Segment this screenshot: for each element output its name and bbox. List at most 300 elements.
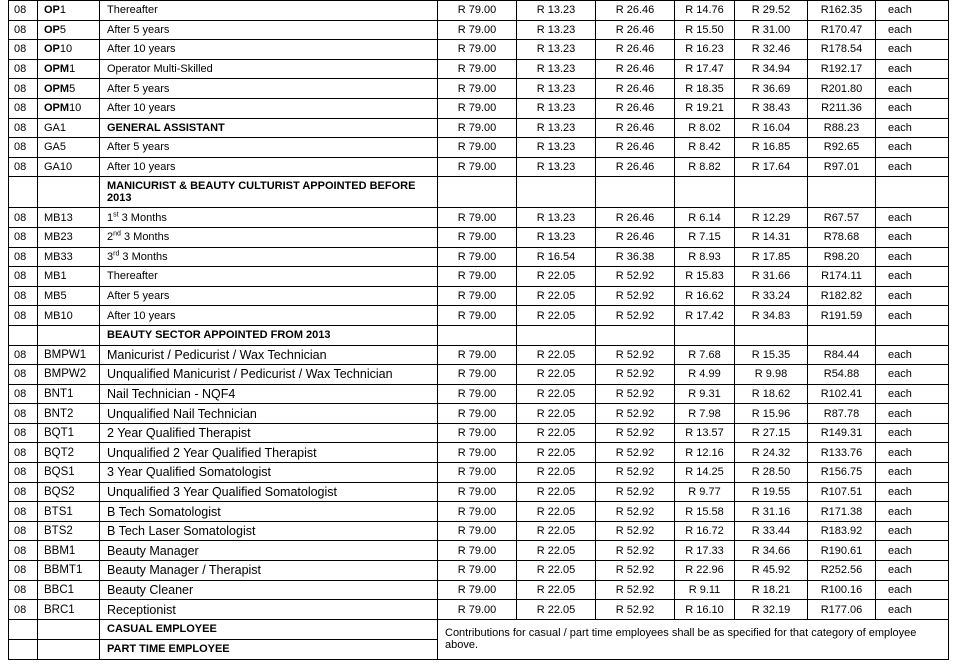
unit-label: each — [876, 345, 949, 365]
row-group-number: 08 — [9, 1, 38, 21]
row-code-suffix: 5 — [59, 23, 67, 36]
row-description — [100, 345, 438, 365]
value-col-6: R201.80 — [808, 79, 876, 99]
value-col-1: R 79.00 — [438, 59, 517, 79]
value-col-4: R 14.25 — [675, 463, 735, 483]
value-col-6: R133.76 — [808, 443, 876, 463]
ordinal-suffix: st — [113, 210, 119, 218]
row-code-suffix: 5 — [69, 82, 76, 95]
value-col-4: R 16.72 — [675, 521, 735, 541]
description-text: After 10 years — [107, 309, 176, 322]
unit-label: each — [876, 600, 949, 620]
unit-label: each — [876, 521, 949, 541]
row-code-suffix: MB5 — [44, 290, 67, 303]
value-col-4: R 15.58 — [675, 502, 735, 522]
value-col-5: R 34.83 — [735, 306, 808, 326]
row-code — [38, 40, 100, 60]
value-col-5: R 34.66 — [735, 541, 808, 561]
description-text: After 5 years — [107, 23, 170, 36]
row-description — [100, 384, 438, 404]
description-text: After 5 years — [107, 290, 170, 303]
row-description — [100, 286, 438, 306]
value-col-6: R177.06 — [808, 600, 876, 620]
value-col-6: R191.59 — [808, 306, 876, 326]
row-group-number: 08 — [9, 59, 38, 79]
description-text: 3 Months — [120, 231, 170, 244]
cell-empty — [438, 325, 517, 345]
unit-label: each — [876, 227, 949, 247]
value-col-4: R 9.11 — [675, 580, 735, 600]
description-text: After 5 years — [107, 82, 170, 95]
value-col-1: R 79.00 — [438, 521, 517, 541]
row-code-suffix: BBMT1 — [44, 564, 83, 577]
ordinal-number: 3 — [107, 250, 114, 263]
row-code-prefix: OP — [44, 4, 60, 17]
unit-label: each — [876, 463, 949, 483]
value-col-1: R 79.00 — [438, 286, 517, 306]
value-col-2: R 13.23 — [517, 208, 596, 228]
ordinal-suffix: nd — [113, 230, 121, 238]
row-description — [100, 463, 438, 483]
value-col-1: R 79.00 — [438, 98, 517, 118]
row-group-number: 08 — [9, 384, 38, 404]
value-col-2: R 22.05 — [517, 345, 596, 365]
unit-label: each — [876, 482, 949, 502]
row-description — [100, 247, 438, 267]
cell-empty — [876, 325, 949, 345]
row-code-suffix: MB10 — [44, 309, 73, 322]
description-text: After 10 years — [107, 43, 176, 56]
value-col-6: R54.88 — [808, 365, 876, 385]
value-col-2: R 22.05 — [517, 600, 596, 620]
value-col-6: R87.78 — [808, 404, 876, 424]
description-text: Receptionist — [107, 602, 176, 617]
value-col-2: R 22.05 — [517, 365, 596, 385]
row-code-suffix: GA5 — [44, 141, 67, 154]
cell-empty — [808, 325, 876, 345]
value-col-4: R 7.68 — [675, 345, 735, 365]
section-header-title: BEAUTY SECTOR APPOINTED FROM 2013 — [100, 325, 438, 345]
unit-label: each — [876, 541, 949, 561]
row-code-suffix: 10 — [59, 43, 73, 56]
value-col-5: R 33.24 — [735, 286, 808, 306]
table-row — [9, 247, 949, 267]
value-col-2: R 22.05 — [517, 561, 596, 581]
value-col-6: R78.68 — [808, 227, 876, 247]
description-text: Unqualified Manicurist / Pedicurist / Wax Technician — [107, 367, 393, 382]
value-col-1: R 79.00 — [438, 482, 517, 502]
part-time-employee-label: PART TIME EMPLOYEE — [100, 639, 438, 659]
value-col-1: R 79.00 — [438, 541, 517, 561]
description-text: 3 Months — [118, 211, 167, 224]
value-col-5: R 9.98 — [735, 365, 808, 385]
row-code — [38, 286, 100, 306]
value-col-5: R 27.15 — [735, 423, 808, 443]
row-code — [38, 463, 100, 483]
value-col-5: R 16.85 — [735, 138, 808, 158]
description-text: Operator Multi-Skilled — [107, 63, 213, 76]
value-col-6: R190.61 — [808, 541, 876, 561]
row-code-suffix: BMPW1 — [44, 348, 87, 361]
row-description — [100, 443, 438, 463]
value-col-1: R 79.00 — [438, 208, 517, 228]
row-description — [100, 521, 438, 541]
row-description — [100, 40, 438, 60]
description-text: Beauty Manager / Therapist — [107, 563, 262, 578]
row-code-suffix: MB13 — [44, 211, 73, 224]
cell-empty — [675, 177, 735, 208]
row-group-number: 08 — [9, 423, 38, 443]
value-col-4: R 14.76 — [675, 1, 735, 21]
table-row — [9, 40, 949, 60]
value-col-3: R 52.92 — [596, 463, 675, 483]
value-col-2: R 22.05 — [517, 423, 596, 443]
value-col-4: R 17.33 — [675, 541, 735, 561]
unit-label: each — [876, 306, 949, 326]
value-col-2: R 22.05 — [517, 521, 596, 541]
value-col-4: R 6.14 — [675, 208, 735, 228]
value-col-6: R170.47 — [808, 20, 876, 40]
row-code-suffix: GA10 — [44, 161, 73, 174]
value-col-3: R 52.92 — [596, 502, 675, 522]
cell-empty — [596, 177, 675, 208]
row-code — [38, 345, 100, 365]
wage-table — [8, 0, 949, 660]
row-code — [38, 98, 100, 118]
section-header-title: MANICURIST & BEAUTY CULTURIST APPOINTED BEFORE 2013 — [100, 177, 438, 208]
table-row — [9, 423, 949, 443]
row-group-number: 08 — [9, 580, 38, 600]
value-col-4: R 8.42 — [675, 138, 735, 158]
value-col-3: R 52.92 — [596, 345, 675, 365]
description-text: Unqualified 2 Year Qualified Therapist — [107, 445, 317, 460]
unit-label: each — [876, 286, 949, 306]
value-col-1: R 79.00 — [438, 1, 517, 21]
value-col-2: R 13.23 — [517, 157, 596, 177]
row-code-suffix: MB33 — [44, 250, 73, 263]
unit-label: each — [876, 208, 949, 228]
row-code-suffix: BQT2 — [44, 446, 75, 459]
value-col-1: R 79.00 — [438, 157, 517, 177]
value-col-5: R 16.04 — [735, 118, 808, 138]
row-code — [38, 208, 100, 228]
table-row — [9, 365, 949, 385]
description-text: Thereafter — [107, 270, 158, 283]
description-text: B Tech Laser Somatologist — [107, 524, 256, 539]
unit-label: each — [876, 20, 949, 40]
value-col-1: R 79.00 — [438, 580, 517, 600]
value-col-1: R 79.00 — [438, 443, 517, 463]
value-col-3: R 52.92 — [596, 541, 675, 561]
row-group-number: 08 — [9, 521, 38, 541]
value-col-4: R 16.62 — [675, 286, 735, 306]
row-description — [100, 20, 438, 40]
row-group-number: 08 — [9, 227, 38, 247]
value-col-1: R 79.00 — [438, 20, 517, 40]
cell-empty — [735, 325, 808, 345]
row-code — [38, 482, 100, 502]
row-code-prefix: OPM — [44, 102, 70, 115]
value-col-3: R 52.92 — [596, 580, 675, 600]
table-row — [9, 79, 949, 99]
row-group-number: 08 — [9, 157, 38, 177]
row-code-suffix: 10 — [69, 102, 82, 115]
row-group-number: 08 — [9, 600, 38, 620]
value-col-3: R 26.46 — [596, 118, 675, 138]
value-col-1: R 79.00 — [438, 365, 517, 385]
cell-empty — [438, 177, 517, 208]
unit-label: each — [876, 79, 949, 99]
value-col-5: R 12.29 — [735, 208, 808, 228]
contribution-note: Contributions for casual / part time employees shall be as specified for that category of employee above. — [438, 619, 949, 659]
value-col-1: R 79.00 — [438, 423, 517, 443]
casual-employee-row — [9, 619, 949, 639]
row-description — [100, 138, 438, 158]
unit-label: each — [876, 59, 949, 79]
value-col-2: R 22.05 — [517, 286, 596, 306]
table-row — [9, 482, 949, 502]
unit-label: each — [876, 157, 949, 177]
row-group-number: 08 — [9, 118, 38, 138]
unit-label: each — [876, 40, 949, 60]
table-row — [9, 118, 949, 138]
description-text: After 10 years — [107, 102, 176, 115]
cell-empty — [9, 639, 38, 659]
row-code — [38, 118, 100, 138]
value-col-4: R 16.23 — [675, 40, 735, 60]
value-col-1: R 79.00 — [438, 247, 517, 267]
value-col-3: R 52.92 — [596, 521, 675, 541]
value-col-6: R192.17 — [808, 59, 876, 79]
unit-label: each — [876, 423, 949, 443]
value-col-3: R 26.46 — [596, 20, 675, 40]
unit-label: each — [876, 502, 949, 522]
cell-empty — [9, 619, 38, 639]
row-group-number: 08 — [9, 247, 38, 267]
description-text: Manicurist / Pedicurist / Wax Technician — [107, 347, 327, 362]
row-code — [38, 600, 100, 620]
row-code — [38, 267, 100, 287]
table-row — [9, 267, 949, 287]
row-code-suffix: BRC1 — [44, 603, 75, 616]
value-col-3: R 52.92 — [596, 306, 675, 326]
description-text: Unqualified 3 Year Qualified Somatologist — [107, 484, 338, 499]
value-col-3: R 52.92 — [596, 365, 675, 385]
value-col-4: R 9.31 — [675, 384, 735, 404]
row-group-number: 08 — [9, 443, 38, 463]
value-col-2: R 22.05 — [517, 306, 596, 326]
value-col-1: R 79.00 — [438, 138, 517, 158]
value-col-5: R 38.43 — [735, 98, 808, 118]
table-row — [9, 600, 949, 620]
table-row — [9, 208, 949, 228]
table-row — [9, 463, 949, 483]
value-col-4: R 19.21 — [675, 98, 735, 118]
value-col-3: R 26.46 — [596, 59, 675, 79]
cell-empty — [808, 177, 876, 208]
unit-label: each — [876, 365, 949, 385]
value-col-5: R 24.32 — [735, 443, 808, 463]
value-col-6: R252.56 — [808, 561, 876, 581]
value-col-5: R 18.62 — [735, 384, 808, 404]
value-col-3: R 52.92 — [596, 267, 675, 287]
value-col-2: R 22.05 — [517, 541, 596, 561]
row-code — [38, 59, 100, 79]
value-col-2: R 22.05 — [517, 580, 596, 600]
value-col-2: R 13.23 — [517, 227, 596, 247]
value-col-3: R 52.92 — [596, 482, 675, 502]
section-header-row — [9, 177, 949, 208]
unit-label: each — [876, 267, 949, 287]
wage-schedule-page — [8, 0, 948, 660]
value-col-2: R 22.05 — [517, 443, 596, 463]
value-col-5: R 18.21 — [735, 580, 808, 600]
table-row — [9, 521, 949, 541]
value-col-3: R 52.92 — [596, 384, 675, 404]
value-col-2: R 16.54 — [517, 247, 596, 267]
row-code-suffix: BBM1 — [44, 544, 76, 557]
value-col-2: R 13.23 — [517, 98, 596, 118]
table-row — [9, 502, 949, 522]
value-col-2: R 13.23 — [517, 118, 596, 138]
value-col-1: R 79.00 — [438, 40, 517, 60]
unit-label: each — [876, 118, 949, 138]
row-description — [100, 1, 438, 21]
value-col-1: R 79.00 — [438, 227, 517, 247]
value-col-4: R 7.15 — [675, 227, 735, 247]
unit-label: each — [876, 384, 949, 404]
value-col-4: R 8.02 — [675, 118, 735, 138]
row-code-suffix: BNT2 — [44, 407, 74, 420]
value-col-2: R 22.05 — [517, 502, 596, 522]
description-text: 2 Year Qualified Therapist — [107, 426, 251, 441]
value-col-3: R 52.92 — [596, 443, 675, 463]
row-code — [38, 157, 100, 177]
table-row — [9, 98, 949, 118]
cell-empty — [596, 325, 675, 345]
value-col-3: R 26.46 — [596, 40, 675, 60]
value-col-4: R 8.93 — [675, 247, 735, 267]
cell-empty — [735, 177, 808, 208]
row-code — [38, 79, 100, 99]
value-col-6: R174.11 — [808, 267, 876, 287]
value-col-5: R 31.00 — [735, 20, 808, 40]
table-row — [9, 306, 949, 326]
unit-label: each — [876, 247, 949, 267]
value-col-4: R 16.10 — [675, 600, 735, 620]
row-code — [38, 541, 100, 561]
unit-label: each — [876, 1, 949, 21]
row-code — [38, 1, 100, 21]
row-description — [100, 227, 438, 247]
value-col-5: R 19.55 — [735, 482, 808, 502]
value-col-6: R98.20 — [808, 247, 876, 267]
unit-label: each — [876, 580, 949, 600]
value-col-1: R 79.00 — [438, 79, 517, 99]
row-description — [100, 208, 438, 228]
ordinal-suffix: rd — [113, 250, 120, 258]
row-group-number: 08 — [9, 561, 38, 581]
row-code-suffix: BBC1 — [44, 583, 75, 596]
value-col-1: R 79.00 — [438, 561, 517, 581]
row-group-number: 08 — [9, 404, 38, 424]
row-code-suffix: BTS1 — [44, 505, 73, 518]
cell-empty — [9, 177, 38, 208]
row-description — [100, 404, 438, 424]
value-col-5: R 15.35 — [735, 345, 808, 365]
description-text: Beauty Manager — [107, 543, 199, 558]
value-col-2: R 13.23 — [517, 1, 596, 21]
value-col-4: R 4.99 — [675, 365, 735, 385]
value-col-5: R 45.92 — [735, 561, 808, 581]
value-col-4: R 15.50 — [675, 20, 735, 40]
table-row — [9, 384, 949, 404]
description-text: Nail Technician - NQF4 — [107, 386, 236, 401]
row-group-number: 08 — [9, 20, 38, 40]
value-col-4: R 17.42 — [675, 306, 735, 326]
row-code-prefix: OP — [44, 43, 60, 56]
value-col-6: R156.75 — [808, 463, 876, 483]
value-col-2: R 22.05 — [517, 463, 596, 483]
value-col-3: R 26.46 — [596, 98, 675, 118]
row-code-suffix: BTS2 — [44, 525, 73, 538]
value-col-6: R162.35 — [808, 1, 876, 21]
row-code-suffix: GA1 — [44, 121, 67, 134]
row-group-number: 08 — [9, 463, 38, 483]
value-col-4: R 17.47 — [675, 59, 735, 79]
value-col-6: R182.82 — [808, 286, 876, 306]
value-col-6: R211.36 — [808, 98, 876, 118]
value-col-3: R 52.92 — [596, 600, 675, 620]
value-col-3: R 26.46 — [596, 157, 675, 177]
description-text: After 10 years — [107, 161, 176, 174]
value-col-3: R 26.46 — [596, 1, 675, 21]
value-col-6: R67.57 — [808, 208, 876, 228]
cell-empty — [517, 177, 596, 208]
value-col-6: R88.23 — [808, 118, 876, 138]
row-code-suffix: BNT1 — [44, 387, 74, 400]
value-col-1: R 79.00 — [438, 345, 517, 365]
value-col-4: R 8.82 — [675, 157, 735, 177]
value-col-1: R 79.00 — [438, 267, 517, 287]
value-col-6: R97.01 — [808, 157, 876, 177]
cell-empty — [876, 177, 949, 208]
value-col-4: R 15.83 — [675, 267, 735, 287]
row-group-number: 08 — [9, 138, 38, 158]
value-col-2: R 13.23 — [517, 79, 596, 99]
value-col-6: R102.41 — [808, 384, 876, 404]
row-description — [100, 365, 438, 385]
row-group-number: 08 — [9, 541, 38, 561]
row-description — [100, 157, 438, 177]
wage-table-footer — [9, 619, 949, 659]
value-col-2: R 13.23 — [517, 40, 596, 60]
row-code — [38, 502, 100, 522]
description-text: After 5 years — [107, 141, 170, 154]
value-col-5: R 15.96 — [735, 404, 808, 424]
cell-empty — [517, 325, 596, 345]
value-col-2: R 13.23 — [517, 59, 596, 79]
value-col-2: R 22.05 — [517, 482, 596, 502]
value-col-2: R 13.23 — [517, 138, 596, 158]
row-code-suffix: BMPW2 — [44, 368, 87, 381]
value-col-1: R 79.00 — [438, 463, 517, 483]
cell-empty — [675, 325, 735, 345]
value-col-5: R 32.46 — [735, 40, 808, 60]
value-col-2: R 22.05 — [517, 267, 596, 287]
value-col-6: R107.51 — [808, 482, 876, 502]
row-code — [38, 580, 100, 600]
